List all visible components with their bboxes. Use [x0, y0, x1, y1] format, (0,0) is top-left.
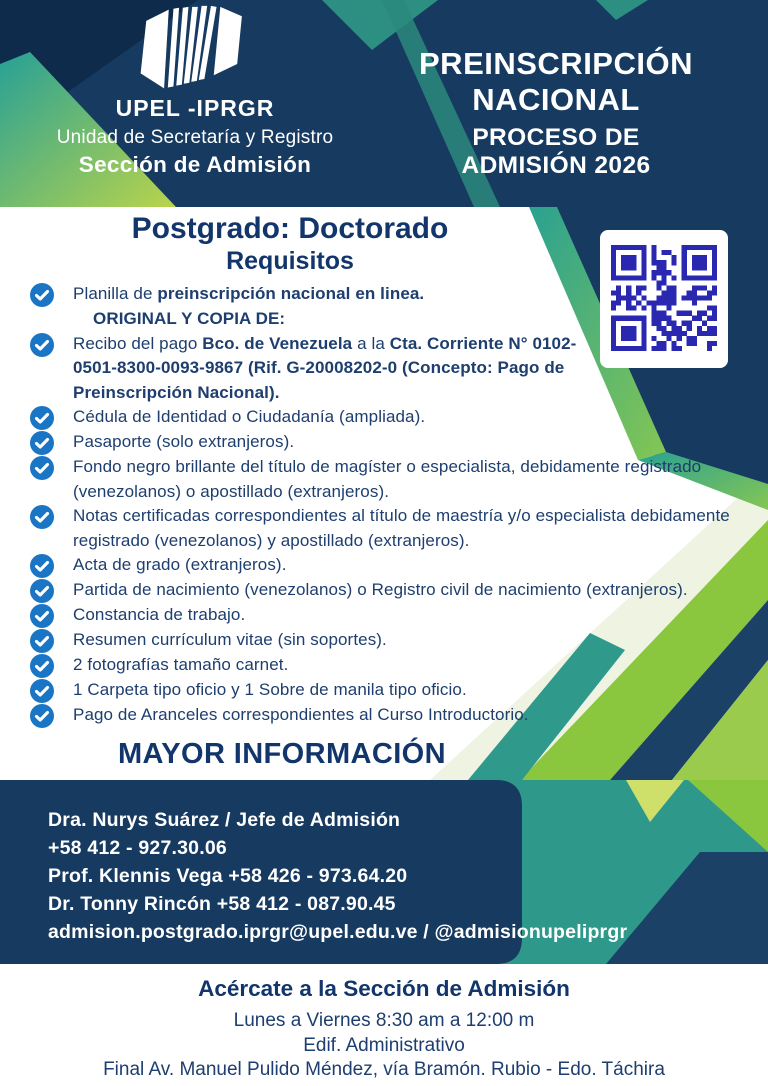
- header-brand: [28, 4, 362, 178]
- poster-subtitle: [360, 124, 752, 180]
- requirement-item: [30, 703, 742, 728]
- requirement-text: Cédula de Identidad o Ciudadanía (ampliada).: [73, 407, 426, 426]
- contact-line: Prof. Klennis Vega +58 426 - 973.64.20: [48, 865, 408, 887]
- requirement-item: [30, 553, 742, 578]
- contact-section: [48, 806, 627, 946]
- requirement-item: [30, 628, 742, 653]
- requirements-title: Requisitos: [226, 247, 354, 275]
- poster-heading: [360, 46, 752, 180]
- requirement-item: [30, 578, 742, 603]
- requirement-text: Recibo del pago Bco. de Venezuela a la Cta. Corriente N° 0102-0501-8300-0093-9867 (Rif. G-20008202-0 (Concepto: Pago de Preinscripción Nacional).: [73, 333, 577, 402]
- header: [0, 0, 768, 207]
- check-icon: [30, 629, 54, 653]
- requirement-item: [30, 430, 742, 455]
- check-icon: [30, 406, 54, 430]
- qr-pattern-icon: [611, 245, 717, 351]
- program-title: Postgrado: Doctorado: [131, 212, 449, 245]
- footer-line: Lunes a Viernes 8:30 am a 12:00 m: [233, 1010, 535, 1031]
- poster-title: [360, 46, 752, 118]
- unit-label: Unidad de Secretaría y Registro: [56, 127, 334, 148]
- requirement-text: Pago de Aranceles correspondientes al Curso Introductorio.: [73, 705, 529, 724]
- check-icon: [30, 679, 54, 703]
- check-icon: [30, 505, 54, 529]
- section-label: Sección de Admisión: [78, 152, 312, 177]
- check-icon: [30, 579, 54, 603]
- poster-title-line2: NACIONAL: [472, 82, 640, 117]
- requirement-text: Resumen currículum vitae (sin soportes).: [73, 630, 387, 649]
- poster-title-line1: PREINSCRIPCIÓN: [419, 46, 693, 81]
- check-icon: [30, 554, 54, 578]
- requirement-text: 1 Carpeta tipo oficio y 1 Sobre de manila tipo oficio.: [73, 680, 467, 699]
- requirement-item: [30, 653, 742, 678]
- requirement-text: Fondo negro brillante del título de magíster o especialista, debidamente registrado (venezolanos) o apostillado (extranjeros).: [73, 457, 702, 501]
- more-info-title: MAYOR INFORMACIÓN: [118, 738, 446, 770]
- contact-line: Dr. Tonny Rincón +58 412 - 087.90.45: [48, 893, 396, 915]
- requirement-text: Partida de nacimiento (venezolanos) o Registro civil de nacimiento (extranjeros).: [73, 580, 688, 599]
- upel-logo-icon: [136, 4, 254, 94]
- requirement-text: 2 fotografías tamaño carnet.: [73, 655, 289, 674]
- requirement-text: Constancia de trabajo.: [73, 605, 246, 624]
- qr-code: [600, 230, 728, 368]
- contact-line: Dra. Nurys Suárez / Jefe de Admisión: [48, 809, 401, 831]
- requirement-text: Notas certificadas correspondientes al título de maestría y/o especialista debidamente registrado (venezolanos) y apostillado (extranjeros).: [73, 506, 730, 550]
- check-icon: [30, 283, 54, 307]
- contact-line: +58 412 - 927.30.06: [48, 837, 227, 859]
- check-icon: [30, 604, 54, 628]
- requirement-item: [30, 504, 742, 553]
- requirement-item: [30, 455, 742, 504]
- requirement-text: Planilla de preinscripción nacional en linea.: [73, 284, 425, 303]
- check-icon: [30, 431, 54, 455]
- contact-line: admision.postgrado.iprgr@upel.edu.ve / @admisionupeliprgr: [48, 921, 628, 943]
- check-icon: [30, 654, 54, 678]
- check-icon: [30, 456, 54, 480]
- requirement-item: [30, 603, 742, 628]
- requirement-text: Pasaporte (solo extranjeros).: [73, 432, 295, 451]
- footer-line: Edif. Administrativo: [303, 1034, 465, 1056]
- check-icon: [30, 704, 54, 728]
- requirement-item: [30, 405, 742, 430]
- footer-line: Final Av. Manuel Pulido Méndez, vía Bramón. Rubio - Edo. Táchira: [103, 1059, 665, 1080]
- footer: [0, 976, 768, 1083]
- logo-text: UPEL -IPRGR: [115, 95, 275, 121]
- poster-subtitle-line1: PROCESO DE: [472, 124, 640, 151]
- footer-title: Acércate a la Sección de Admisión: [198, 976, 570, 1001]
- footer-lines: [0, 1009, 768, 1083]
- requirement-text: ORIGINAL Y COPIA DE:: [93, 309, 286, 328]
- check-icon: [30, 333, 54, 357]
- poster-subtitle-line2: ADMISIÓN 2026: [461, 152, 651, 179]
- requirement-item: [30, 678, 742, 703]
- requirement-text: Acta de grado (extranjeros).: [73, 555, 287, 574]
